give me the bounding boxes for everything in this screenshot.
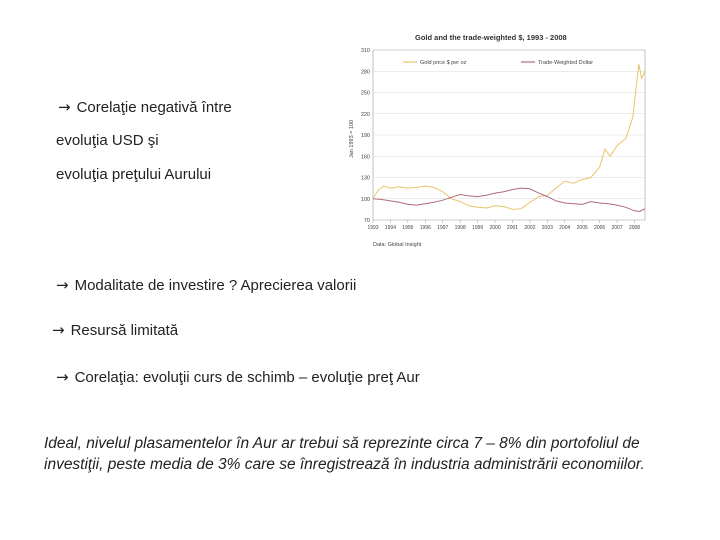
x-tick-label: 2002 xyxy=(524,225,536,231)
chart-title: Gold and the trade-weighted $, 1993 - 2008 xyxy=(415,33,567,42)
x-tick-label: 1998 xyxy=(454,225,466,231)
x-tick-label: 2004 xyxy=(559,225,571,231)
y-tick-label: 310 xyxy=(360,48,370,54)
x-tick-label: 1996 xyxy=(419,225,431,231)
arrow-right-icon: → xyxy=(52,321,65,339)
bullet-line-1: Corelaţie negativă între xyxy=(76,99,232,116)
x-tick-label: 1995 xyxy=(402,225,414,231)
legend-label: Gold price $ per oz xyxy=(420,60,467,66)
arrow-right-icon: → xyxy=(56,276,69,294)
y-tick-label: 220 xyxy=(360,111,370,118)
bullet-text: Corelaţia: evoluţii curs de schimb – evoluţie preţ Aur xyxy=(74,369,420,386)
x-tick-label: 2003 xyxy=(541,225,553,231)
chart-source: Data: Global Insight xyxy=(373,242,422,248)
y-tick-label: 160 xyxy=(360,154,370,161)
legend-label: Trade-Weighted Dollar xyxy=(538,60,594,66)
y-tick-label: 250 xyxy=(360,90,370,97)
y-axis-label: Jan 1993 = 100 xyxy=(349,119,355,158)
bullet-limited-resource xyxy=(52,321,178,339)
x-tick-label: 1999 xyxy=(472,225,484,231)
arrow-right-icon: → xyxy=(56,368,69,386)
portfolio-note: Ideal, nivelul plasamentelor în Aur ar trebui să reprezinte circa 7 – 8% din portofoliul de investiţii, peste media de 3% care se înregistrează în industria administrării economiilor. xyxy=(44,435,645,473)
chart-background xyxy=(345,30,650,252)
bullet-negative-correlation xyxy=(58,98,232,116)
bullet-exchange-rate-correlation xyxy=(56,368,420,386)
x-tick-label: 2005 xyxy=(576,225,588,231)
bullet-investment-mode xyxy=(56,276,356,294)
bullet-negative-correlation-line3: evoluţia preţului Aurului xyxy=(56,166,212,183)
x-tick-label: 1993 xyxy=(367,225,379,231)
bullet-text: Resursă limitată xyxy=(70,322,179,339)
y-tick-label: 190 xyxy=(360,133,370,139)
x-tick-label: 2007 xyxy=(611,225,623,231)
arrow-right-icon: → xyxy=(58,98,71,116)
x-tick-label: 2008 xyxy=(628,225,641,231)
y-tick-label: 70 xyxy=(363,218,370,224)
bullet-negative-correlation-line2: evoluţia USD şi xyxy=(56,132,159,149)
gold-dollar-chart xyxy=(345,30,650,252)
bullet-text: Modalitate de investire ? Aprecierea valorii xyxy=(74,277,357,294)
x-tick-label: 1997 xyxy=(437,225,449,231)
x-tick-label: 2000 xyxy=(489,225,501,231)
y-tick-label: 130 xyxy=(360,175,370,182)
y-tick-label: 280 xyxy=(360,69,370,76)
x-tick-label: 1994 xyxy=(384,225,396,231)
y-tick-label: 100 xyxy=(360,196,370,203)
x-tick-label: 2001 xyxy=(506,225,519,231)
x-tick-label: 2006 xyxy=(594,225,606,231)
